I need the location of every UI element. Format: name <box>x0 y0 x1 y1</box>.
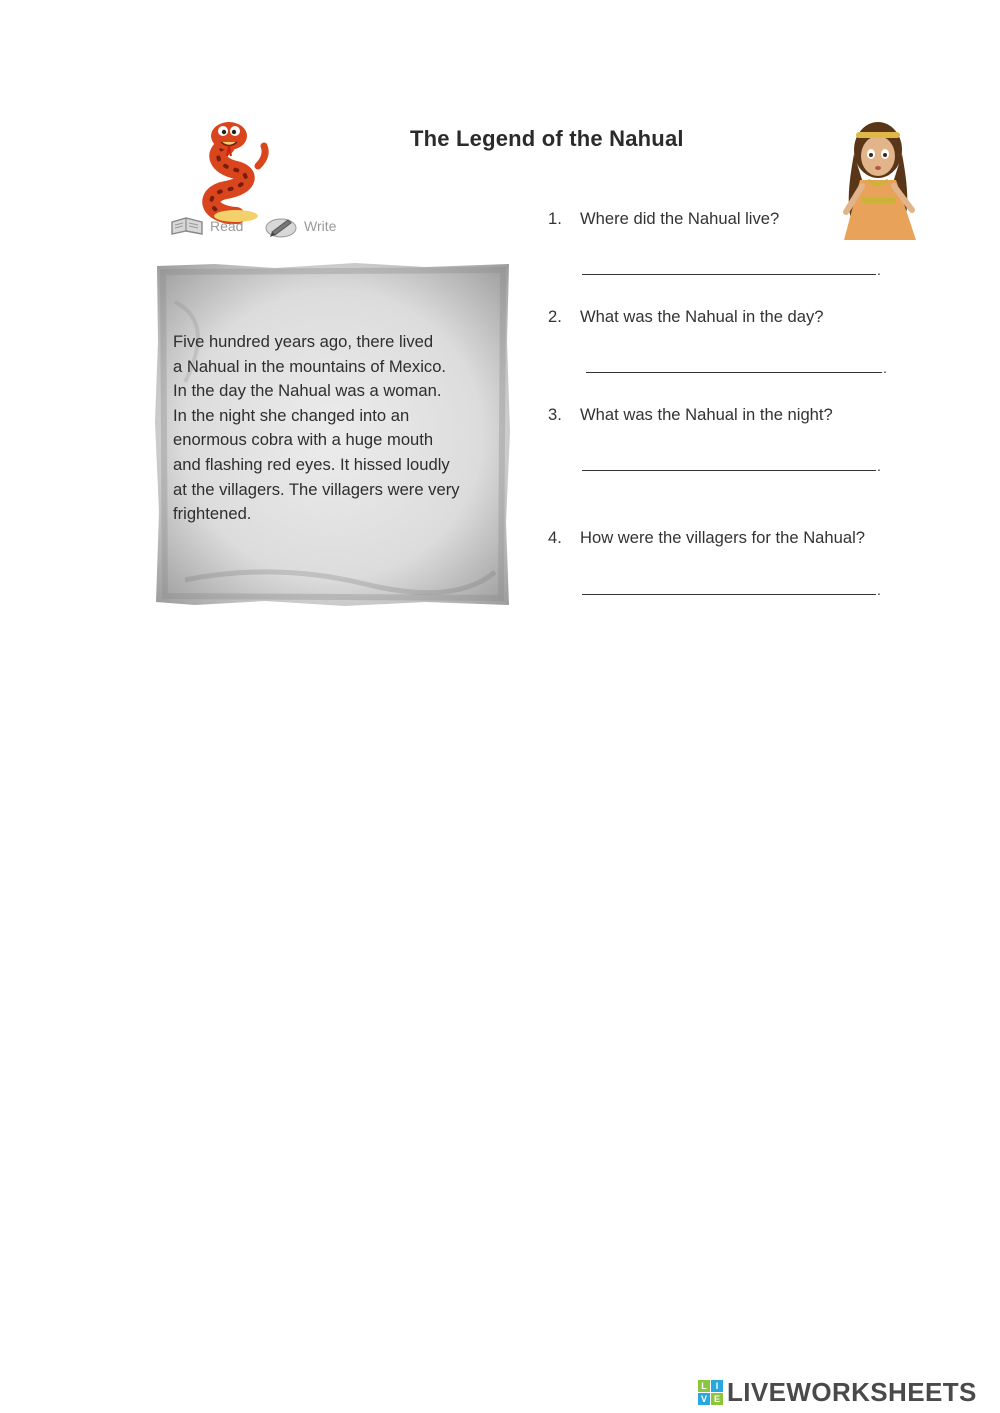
answer-end-4: . <box>877 582 881 598</box>
answer-end-1: . <box>877 262 881 278</box>
liveworksheets-logo <box>698 1377 977 1408</box>
question-number: 3. <box>548 405 562 424</box>
question-2 <box>548 307 824 327</box>
question-number: 2. <box>548 307 562 326</box>
logo-letter: L <box>698 1380 710 1392</box>
answer-end-2: . <box>883 360 887 376</box>
question-4 <box>548 528 865 548</box>
write-tool <box>264 214 336 238</box>
write-label: Write <box>304 218 337 234</box>
question-1 <box>548 209 779 229</box>
snake-illustration <box>196 116 284 224</box>
answer-field-2[interactable] <box>586 371 882 373</box>
logo-mark <box>698 1380 723 1405</box>
girl-illustration <box>832 116 924 248</box>
question-text: Where did the Nahual live? <box>580 209 780 228</box>
answer-end-3: . <box>877 458 881 474</box>
question-number: 1. <box>548 209 562 228</box>
question-text: What was the Nahual in the night? <box>580 405 833 424</box>
worksheet-title: The Legend of the Nahual <box>410 126 684 151</box>
answer-field-3[interactable] <box>582 469 876 471</box>
answer-field-1[interactable] <box>582 273 876 275</box>
logo-letter: E <box>711 1393 723 1405</box>
logo-letter: I <box>711 1380 723 1392</box>
question-text: What was the Nahual in the day? <box>580 307 824 326</box>
pencil-icon <box>264 214 298 238</box>
book-icon <box>170 214 204 238</box>
question-3 <box>548 405 833 425</box>
story-text: Five hundred years ago, there lived a Nahual in the mountains of Mexico. In the day the Nahual was a woman. In the night she changed into an enormous cobra with a huge mouth and flashing red eyes. It hissed loudly at the villagers. The villagers were very frightened. <box>173 332 460 524</box>
answer-field-4[interactable] <box>582 593 876 595</box>
question-number: 4. <box>548 528 562 547</box>
brand-name: LIVEWORKSHEETS <box>727 1377 977 1407</box>
logo-letter: V <box>698 1393 710 1405</box>
read-tool <box>170 214 243 238</box>
read-label: Read <box>210 218 244 234</box>
question-text: How were the villagers for the Nahual? <box>580 528 866 547</box>
